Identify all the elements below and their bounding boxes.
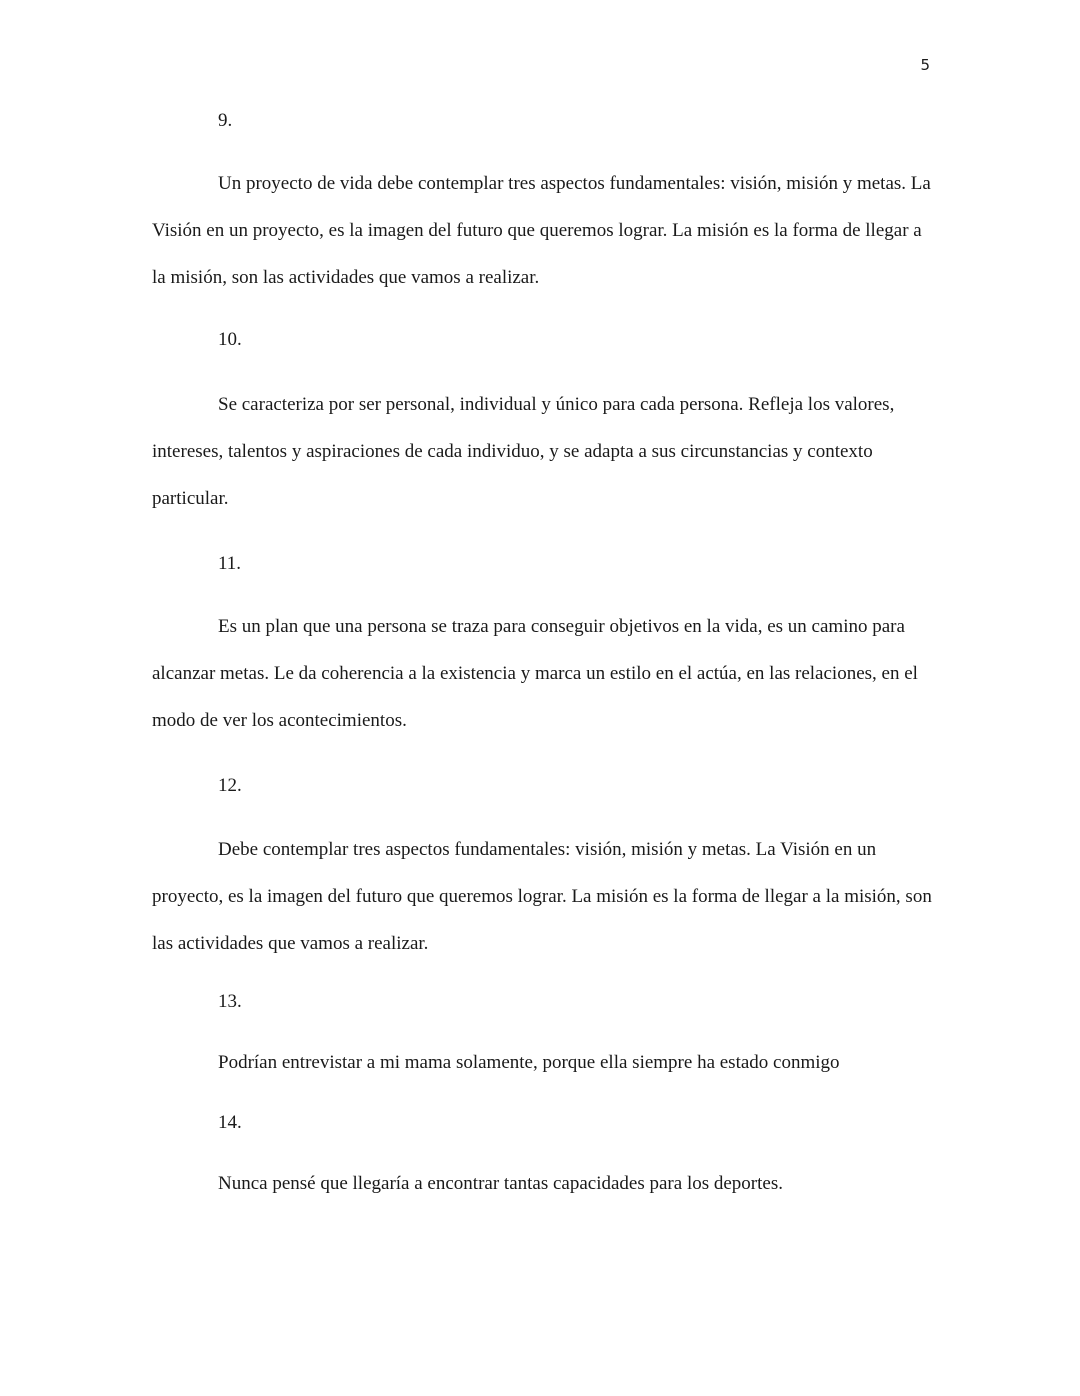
item-number-14: 14. xyxy=(218,1112,242,1133)
item-number-11: 11. xyxy=(218,553,242,574)
page-number: 5 xyxy=(920,56,930,74)
item-text-14: Nunca pensé que llegaría a encontrar tantas capacidades para los deportes. xyxy=(218,1173,783,1194)
item-number-12: 12. xyxy=(218,775,242,796)
item-text-9: Un proyecto de vida debe contemplar tres aspectos fundamentales: visión, misión y metas. La Visión en un proyecto, es la imagen del futuro que queremos lograr. La misión es la forma de llegar a la misión, son las actividades que vamos a realizar. xyxy=(152,173,931,288)
item-text-12: Debe contemplar tres aspectos fundamentales: visión, misión y metas. La Visión en un proyecto, es la imagen del futuro que queremos lograr. La misión es la forma de llegar a la misión, son las actividades que vamos a realizar. xyxy=(152,839,932,954)
item-number-10: 10. xyxy=(218,329,242,350)
item-text-13: Podrían entrevistar a mi mama solamente, porque ella siempre ha estado conmigo xyxy=(218,1052,840,1073)
item-text-11: Es un plan que una persona se traza para conseguir objetivos en la vida, es un camino para alcanzar metas. Le da coherencia a la existencia y marca un estilo en el actúa, en las relaciones, en el modo de ver los acontecimientos. xyxy=(152,616,918,731)
item-text-10: Se caracteriza por ser personal, individual y único para cada persona. Refleja los valores, intereses, talentos y aspiraciones de cada individuo, y se adapta a sus circunstancias y contexto particular. xyxy=(152,394,895,509)
item-number-13: 13. xyxy=(218,991,242,1012)
item-number-9: 9. xyxy=(218,110,233,131)
